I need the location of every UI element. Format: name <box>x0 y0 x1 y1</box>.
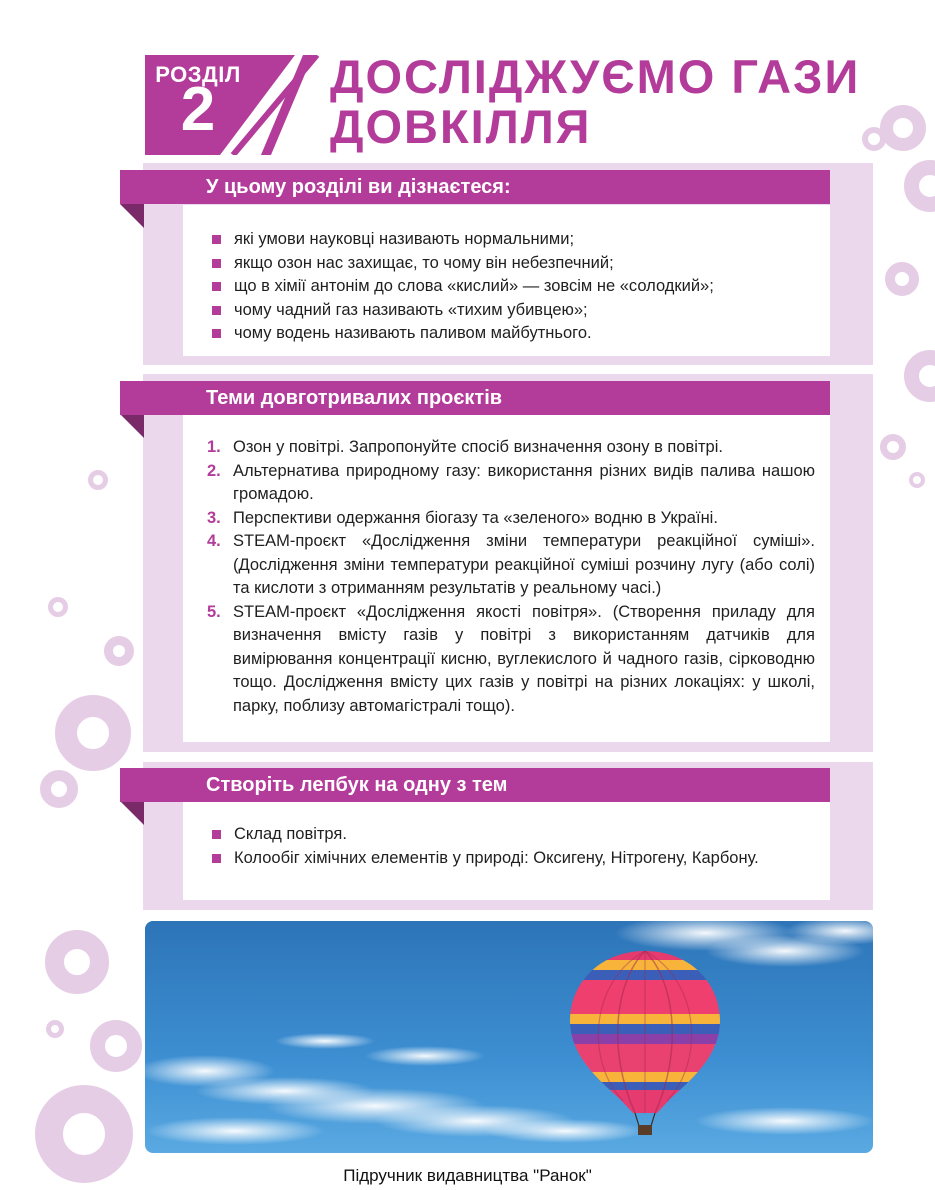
decorative-ring <box>904 160 935 212</box>
project-text: Перспективи одержання біогазу та «зеленого» водню в Україні. <box>233 508 718 527</box>
decorative-ring <box>40 770 78 808</box>
list-item: чому водень називають паливом майбутнього. <box>212 322 817 346</box>
section-header-fold <box>120 801 144 825</box>
section-projects-list <box>207 436 815 718</box>
chapter-number: 2 <box>180 75 216 144</box>
decorative-ring <box>88 470 108 490</box>
decorative-ring <box>55 695 131 771</box>
chapter-badge <box>145 55 335 155</box>
project-text: Альтернатива природному газу: використання різних видів палива нашою громадою. <box>233 461 815 503</box>
section-lapbook-header: Створіть лепбук на одну з тем <box>120 768 830 802</box>
project-number: 2. <box>207 461 221 480</box>
project-number: 4. <box>207 532 221 550</box>
balloon-photo <box>145 921 873 1153</box>
project-text: STEAM-проєкт «Дослідження якості повітря». (Створення приладу для визначення вмісту газів у повітрі з використанням датчиків для вимірювання концентрації кисню, вуглекислого й чадного газів, сірководню тощо. Дослідження вмісту цих газів у повітрі на різних локаціях: у школі, парку, поблизу автомагістралі тощо). <box>233 602 815 715</box>
project-number: 5. <box>207 602 221 621</box>
project-item <box>207 436 815 460</box>
section-lapbook-list <box>212 823 812 870</box>
list-item: що в хімії антонім до слова «кислий» — зовсім не «солодкий»; <box>212 275 817 299</box>
project-item <box>207 507 815 531</box>
decorative-ring <box>46 1020 64 1038</box>
list-item: якщо озон нас захищає, то чому він небезпечний; <box>212 252 817 276</box>
project-item <box>207 530 815 601</box>
section-projects-header: Теми довготривалих проєктів <box>120 381 830 415</box>
decorative-ring <box>48 597 68 617</box>
decorative-ring <box>45 930 109 994</box>
project-item <box>207 601 815 719</box>
page-title-line-1: ДОСЛІДЖУЄМО ГАЗИ <box>330 50 861 103</box>
page-title-line-2: ДОВКІЛЛЯ <box>330 100 592 153</box>
decorative-ring <box>885 262 919 296</box>
decorative-ring <box>880 434 906 460</box>
section-header-fold <box>120 204 144 228</box>
project-number: 1. <box>207 438 221 456</box>
page-title <box>330 52 890 152</box>
publisher-note: Підручник видавництва "Ранок" <box>343 1166 592 1185</box>
decorative-ring <box>90 1020 142 1072</box>
section-learn-list <box>212 228 817 346</box>
list-item: Склад повітря. <box>212 823 812 847</box>
decorative-ring <box>104 636 134 666</box>
decorative-ring <box>904 350 935 402</box>
decorative-ring <box>909 472 925 488</box>
project-item <box>207 460 815 507</box>
section-learn-header: У цьому розділі ви дізнаєтеся: <box>120 170 830 204</box>
list-item: які умови науковці називають нормальними; <box>212 228 817 252</box>
balloon-illustration <box>145 921 873 1153</box>
project-text: Озон у повітрі. Запропонуйте спосіб визначення озону в повітрі. <box>233 438 723 456</box>
section-header-fold <box>120 414 144 438</box>
project-number: 3. <box>207 508 221 527</box>
list-item: Колообіг хімічних елементів у природі: Оксигену, Нітрогену, Карбону. <box>212 847 812 871</box>
list-item: чому чадний газ називають «тихим убивцею»; <box>212 299 817 323</box>
chapter-label: РОЗДІЛ <box>155 62 241 87</box>
project-text: STEAM-проєкт «Дослідження зміни температури реакційної суміші». (Дослідження зміни температури реакційної суміші розчину лугу (або солі) та кислоти з отриманням результатів у реальному часі.) <box>233 532 815 597</box>
